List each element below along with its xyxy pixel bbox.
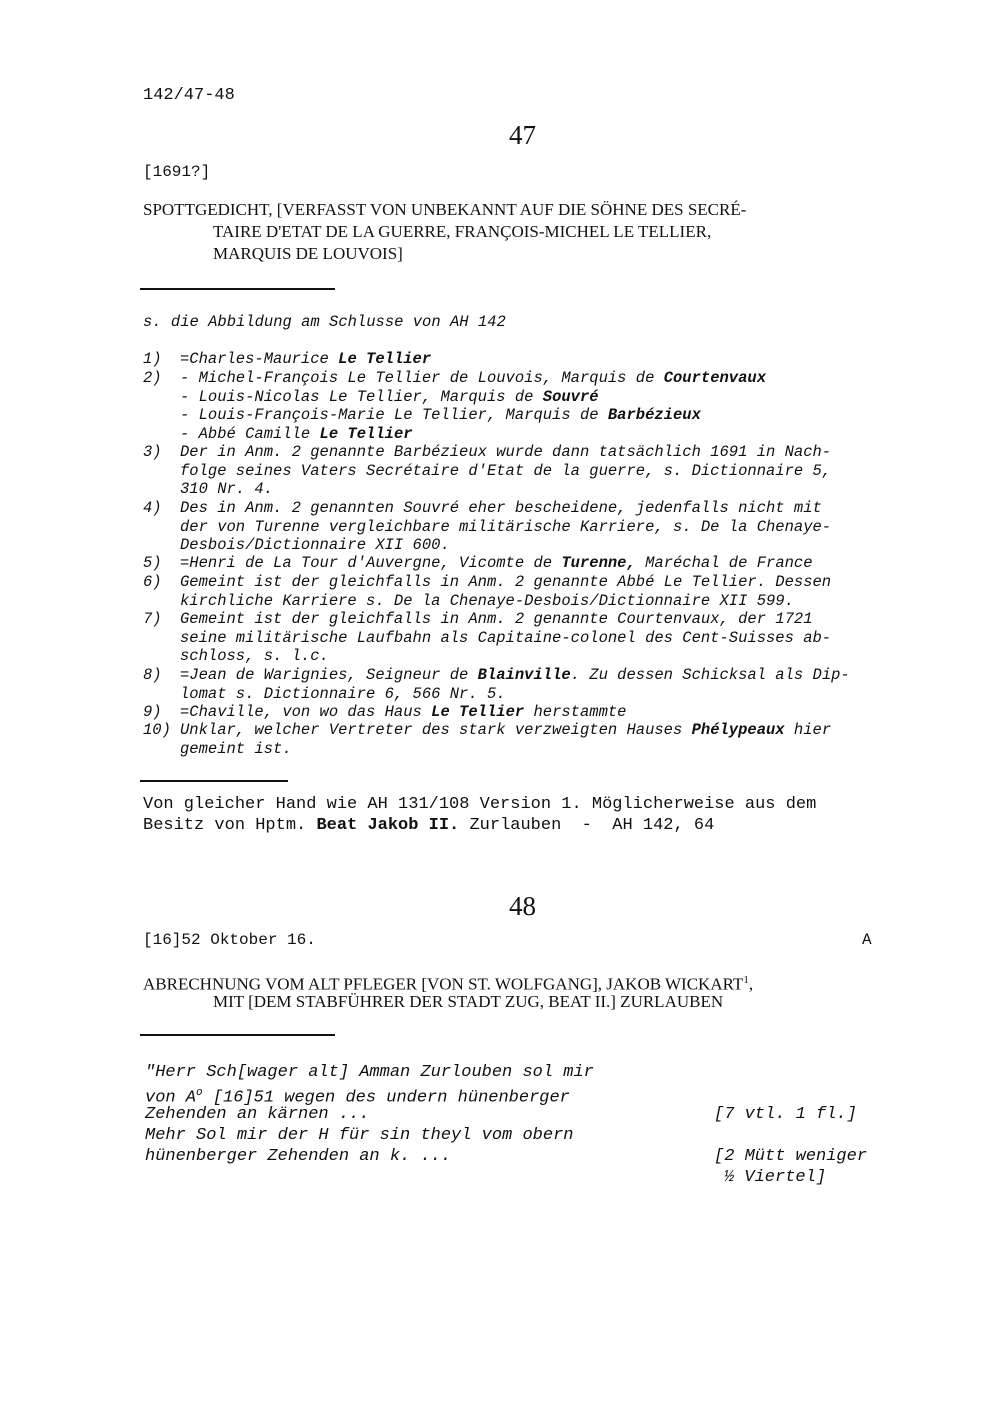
quote-line: hünenberger Zehenden an k. ...: [145, 1147, 452, 1166]
footnote-text: folge seines Vaters Secrétaire d'Etat de la guerre, s. Dictionnaire 5,: [180, 461, 832, 480]
quote-line: Mehr Sol mir der H für sin theyl vom obern: [145, 1126, 574, 1145]
footnote-number: 9): [143, 703, 162, 721]
footnote-text: kirchliche Karriere s. De la Chenaye-Desbois/Dictionnaire XII 599.: [180, 591, 794, 610]
footnote-text: =Chaville, von wo das Haus Le Tellier herstammte: [180, 703, 627, 721]
divider: [140, 780, 288, 782]
footnote-number: 10): [143, 721, 171, 739]
document-number-47: 47: [509, 120, 536, 150]
amount: ½ Viertel]: [724, 1168, 827, 1187]
footnote-text: Des in Anm. 2 genannten Souvré eher bescheidene, jedenfalls nicht mit: [180, 499, 822, 517]
document-date-48: [16]52 Oktober 16.: [143, 931, 316, 949]
footnote-text: 310 Nr. 4.: [180, 480, 274, 498]
footnote-text: seine militärische Laufbahn als Capitaine-colonel des Cent-Suisses ab-: [180, 628, 832, 647]
title-line: MARQUIS DE LOUVOIS]: [213, 244, 403, 263]
source-line: Besitz von Hptm. Beat Jakob II. Zurlauben - AH 142, 64: [143, 816, 715, 835]
document-marker-48: A: [862, 931, 872, 949]
footnote-text: schloss, s. l.c.: [180, 647, 329, 665]
quote-line: Zehenden an kärnen ...: [145, 1105, 370, 1124]
illustration-note: s. die Abbildung am Schlusse von AH 142: [143, 313, 506, 331]
archive-reference: 142/47-48: [143, 86, 235, 105]
footnote-text: Gemeint ist der gleichfalls in Anm. 2 genannte Courtenvaux, der 1721: [180, 610, 813, 628]
footnote-text: - Abbé Camille Le Tellier: [180, 424, 413, 443]
title-line: SPOTTGEDICHT, [VERFASST VON UNBEKANNT AUF DIE SÖHNE DES SECRÉ-: [143, 200, 747, 219]
footnote-text: lomat s. Dictionnaire 6, 566 Nr. 5.: [180, 684, 506, 703]
footnote-text: - Louis-François-Marie Le Tellier, Marquis de Barbézieux: [180, 406, 701, 424]
footnote-number: 5): [143, 554, 162, 572]
footnote-text: =Jean de Warignies, Seigneur de Blainville. Zu dessen Schicksal als Dip-: [180, 666, 850, 684]
divider: [140, 288, 335, 290]
amount: [7 vtl. 1 fl.]: [714, 1105, 857, 1124]
footnote-text: Unklar, welcher Vertreter des stark verzweigten Hauses Phélypeaux hier: [180, 721, 832, 739]
footnote-number: 7): [143, 610, 162, 628]
amount: [2 Mütt weniger: [714, 1147, 868, 1166]
footnote-number: 2): [143, 369, 162, 387]
footnote-number: 6): [143, 573, 162, 591]
footnote-text: - Louis-Nicolas Le Tellier, Marquis de Souvré: [180, 387, 599, 406]
document-number-48: 48: [509, 891, 536, 921]
footnote-number: 8): [143, 666, 162, 684]
footnote-text: =Henri de La Tour d'Auvergne, Vicomte de Turenne, Maréchal de France: [180, 554, 813, 572]
document-date-47: [1691?]: [143, 163, 211, 181]
footnote-text: =Charles-Maurice Le Tellier: [180, 350, 432, 368]
footnote-text: gemeint ist.: [180, 739, 292, 758]
title-line: TAIRE D'ETAT DE LA GUERRE, FRANÇOIS-MICHEL LE TELLIER,: [213, 222, 712, 241]
title-line: ABRECHNUNG VOM ALT PFLEGER [VON ST. WOLFGANG], JAKOB WICKART$^1$,: [143, 974, 754, 994]
footnote-number: 1): [143, 350, 162, 368]
divider: [140, 1034, 335, 1036]
footnote-text: der von Turenne vergleichbare militärische Karriere, s. De la Chenaye-: [180, 517, 832, 536]
footnote-text: Der in Anm. 2 genannte Barbézieux wurde dann tatsächlich 1691 in Nach-: [180, 443, 832, 461]
footnote-text: - Michel-François Le Tellier de Louvois, Marquis de Courtenvaux: [180, 369, 767, 387]
footnote-number: 4): [143, 499, 162, 517]
quote-line: von $A^o$ [16]51 wegen des undern hünenberger: [145, 1087, 570, 1108]
footnote-text: Gemeint ist der gleichfalls in Anm. 2 genannte Abbé Le Tellier. Dessen: [180, 573, 832, 591]
source-line: Von gleicher Hand wie AH 131/108 Version 1. Möglicherweise aus dem: [143, 795, 817, 814]
title-line: MIT [DEM STABFÜHRER DER STADT ZUG, BEAT II.] ZURLAUBEN: [213, 992, 724, 1011]
footnote-text: Desbois/Dictionnaire XII 600.: [180, 536, 450, 554]
quote-line: "Herr Sch[wager alt] Amman Zurlouben sol mir: [145, 1063, 594, 1082]
footnote-number: 3): [143, 443, 162, 461]
